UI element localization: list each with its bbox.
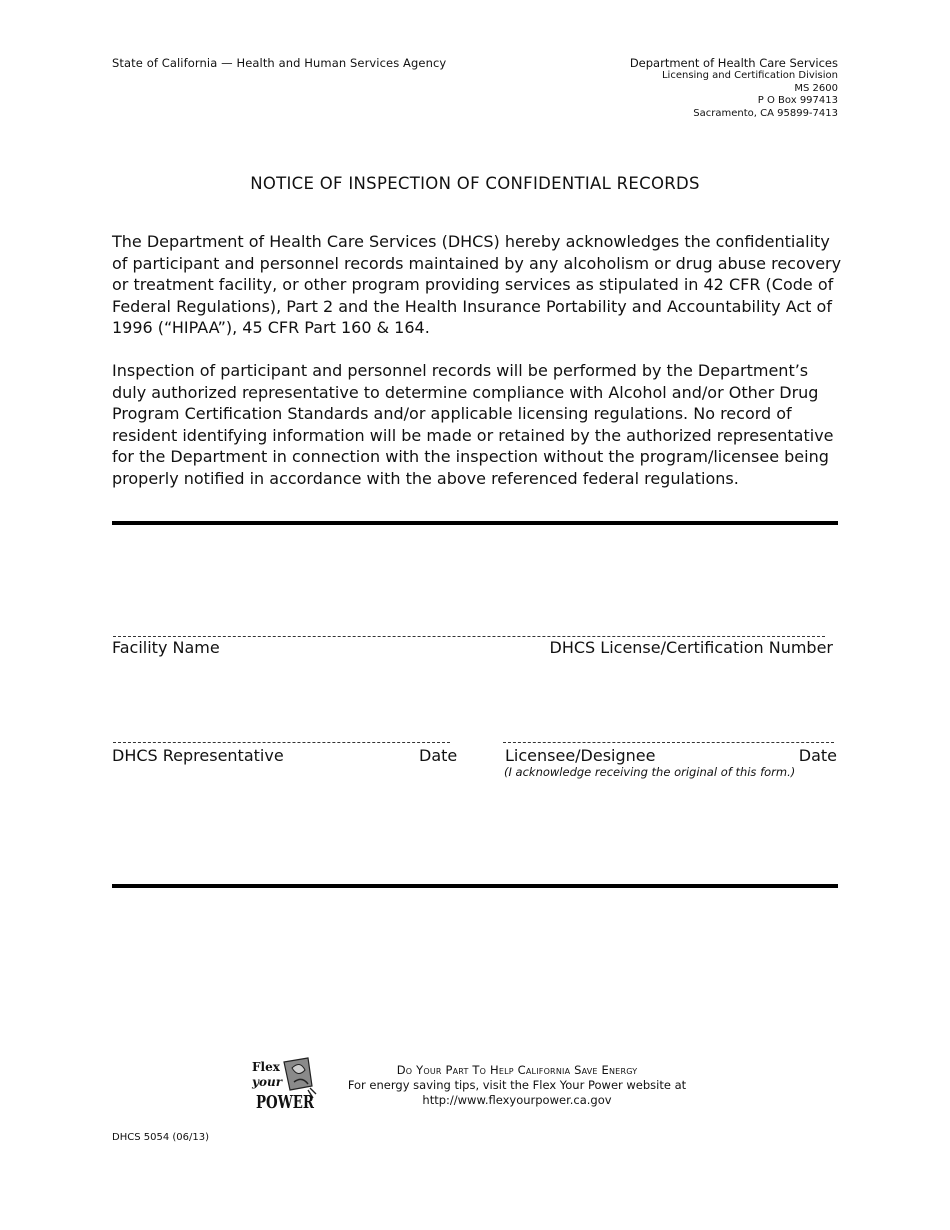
representative-signature-line[interactable] xyxy=(113,742,450,743)
licensee-label: Licensee/Designee xyxy=(505,746,656,765)
po-box: P O Box 997413 xyxy=(757,95,838,106)
mail-stop: MS 2600 xyxy=(794,82,838,94)
facility-name-label: Facility Name xyxy=(112,638,220,657)
logo-word-flex: Flex xyxy=(252,1060,280,1074)
flex-your-power-logo xyxy=(250,1056,320,1116)
facility-name-line[interactable] xyxy=(113,636,825,637)
section-divider-top xyxy=(112,521,838,525)
paragraph-confidentiality: The Department of Health Care Services (DHCS) hereby acknowledges the confidentiality of participant and personnel records maintained by any alcoholism or drug abuse recovery or treatment facility, or other program providing services as stipulated in 42 CFR (Code of Federal Regulations), Part 2 and the Health Insurance Portability and Accountability Act of 1996 (“HIPAA”), 45 CFR Part 160 & 164. xyxy=(112,232,842,337)
city-address: Sacramento, CA 95899-7413 xyxy=(693,107,838,119)
header-department-block xyxy=(630,56,838,120)
document-title: NOTICE OF INSPECTION OF CONFIDENTIAL RECORDS xyxy=(250,174,700,193)
form-number: DHCS 5054 (06/13) xyxy=(112,1132,209,1143)
header-agency: State of California — Health and Human Services Agency xyxy=(112,56,447,70)
representative-label: DHCS Representative xyxy=(112,746,284,765)
department-name: Department of Health Care Services xyxy=(629,56,838,70)
logo-word-your: your xyxy=(252,1075,283,1089)
energy-message xyxy=(340,1063,694,1108)
license-number-label: DHCS License/Certification Number xyxy=(549,638,833,657)
paragraph-inspection: Inspection of participant and personnel records will be performed by the Department’s duly authorized representative to determine compliance with Alcohol and/or Other Drug Program Certification Standards and/or applicable licensing regulations. No record of resident identifying information will be made or retained by the authorized representative for the Department in connection with the inspection without the program/licensee being properly notified in accordance with the above referenced federal regulations. xyxy=(112,361,834,488)
section-divider-bottom xyxy=(112,884,838,888)
licensee-signature-line[interactable] xyxy=(503,742,834,743)
logo-word-power: POWER xyxy=(256,1092,315,1113)
division-name: Licensing and Certification Division xyxy=(661,70,838,81)
energy-headline: Do Your Part To Help California Save Energy xyxy=(396,1063,638,1077)
licensee-date-label: Date xyxy=(798,746,837,765)
energy-tip: For energy saving tips, visit the Flex Your Power website at xyxy=(347,1078,687,1092)
representative-date-label: Date xyxy=(419,746,458,765)
acknowledgement-note: (I acknowledge receiving the original of this form.) xyxy=(504,765,796,779)
energy-url[interactable]: http://www.flexyourpower.ca.gov xyxy=(422,1093,612,1107)
